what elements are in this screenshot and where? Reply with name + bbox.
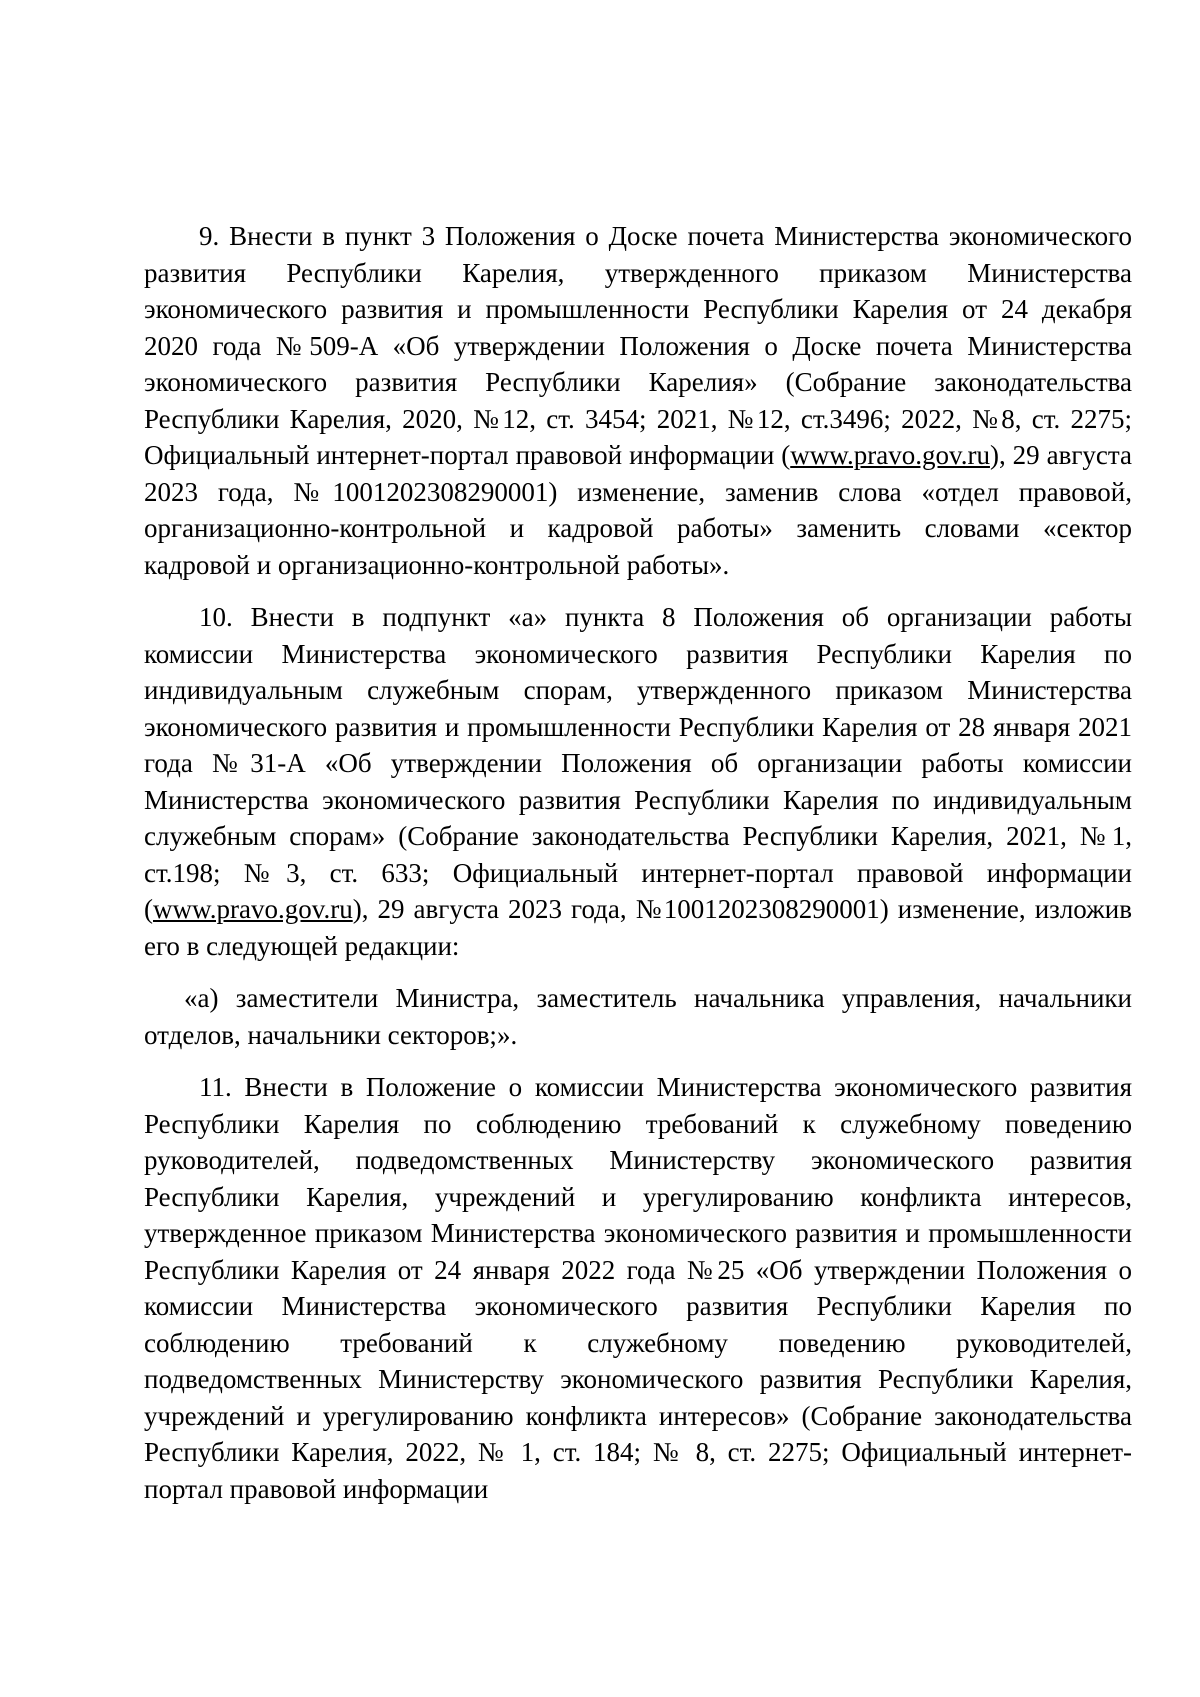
- paragraph-9-text-start: 9. Внести в пункт 3 Положения о Доске почета Министерства экономического развития Республики Карелия, утвержденного приказом Министерства экономического развития и промышленности Республики Карелия от 24 декабря 2020 года №509-А «Об утверждении Положения о Доске почета Министерства экономического развития Республики Карелия» (Собрание законодательства Республики Карелия, 2020, №12, ст. 3454; 2021, №12, ст.3496; 2022, №8, ст. 2275; Официальный интернет-портал правовой информации (: [144, 221, 1132, 470]
- paragraph-10-text-start: 10. Внести в подпункт «а» пункта 8 Положения об организации работы комиссии Министерства экономического развития Республики Карелия по индивидуальным служебным спорам, утвержденного приказом Министерства экономического развития и промышленности Республики Карелия от 28 января 2021 года №31-А «Об утверждении Положения об организации работы комиссии Министерства экономического развития Республики Карелия по индивидуальным служебным спорам» (Собрание законодательства Республики Карелия, 2021, №1, ст.198; №3, ст. 633; Официальный интернет-портал правовой информации (: [144, 602, 1132, 924]
- pravo-link-9[interactable]: www.pravo.gov.ru: [790, 440, 990, 470]
- paragraph-10: [144, 599, 1132, 964]
- paragraph-9: [144, 218, 1132, 583]
- paragraph-10-text-end: ), 29 августа 2023 года, №1001202308290001) изменение, изложив его в следующей редакции:: [144, 894, 1132, 961]
- paragraph-9-text-end: ), 29 августа 2023 года, №1001202308290001) изменение, заменив слова «отдел правовой, организационно-контрольной и кадровой работы» заменить словами «сектор кадровой и организационно-контрольной работы».: [144, 440, 1132, 580]
- paragraph-11: 11. Внести в Положение о комиссии Министерства экономического развития Республики Карелия по соблюдению требований к служебному поведению руководителей, подведомственных Министерству экономического развития Республики Карелия, учреждений и урегулированию конфликта интересов, утвержденное приказом Министерства экономического развития и промышленности Республики Карелия от 24 января 2022 года №25 «Об утверждении Положения о комиссии Министерства экономического развития Республики Карелия по соблюдению требований к служебному поведению руководителей, подведомственных Министерству экономического развития Республики Карелия, учреждений и урегулированию конфликта интересов» (Собрание законодательства Республики Карелия, 2022, № 1, ст. 184; № 8, ст. 2275; Официальный интернет-портал правовой информации: [144, 1072, 1132, 1504]
- document-page: [144, 218, 1132, 1523]
- paragraph-10-quote: «а) заместители Министра, заместитель начальника управления, начальники отделов, начальники секторов;».: [144, 983, 1132, 1050]
- pravo-link-10[interactable]: www.pravo.gov.ru: [153, 894, 353, 924]
